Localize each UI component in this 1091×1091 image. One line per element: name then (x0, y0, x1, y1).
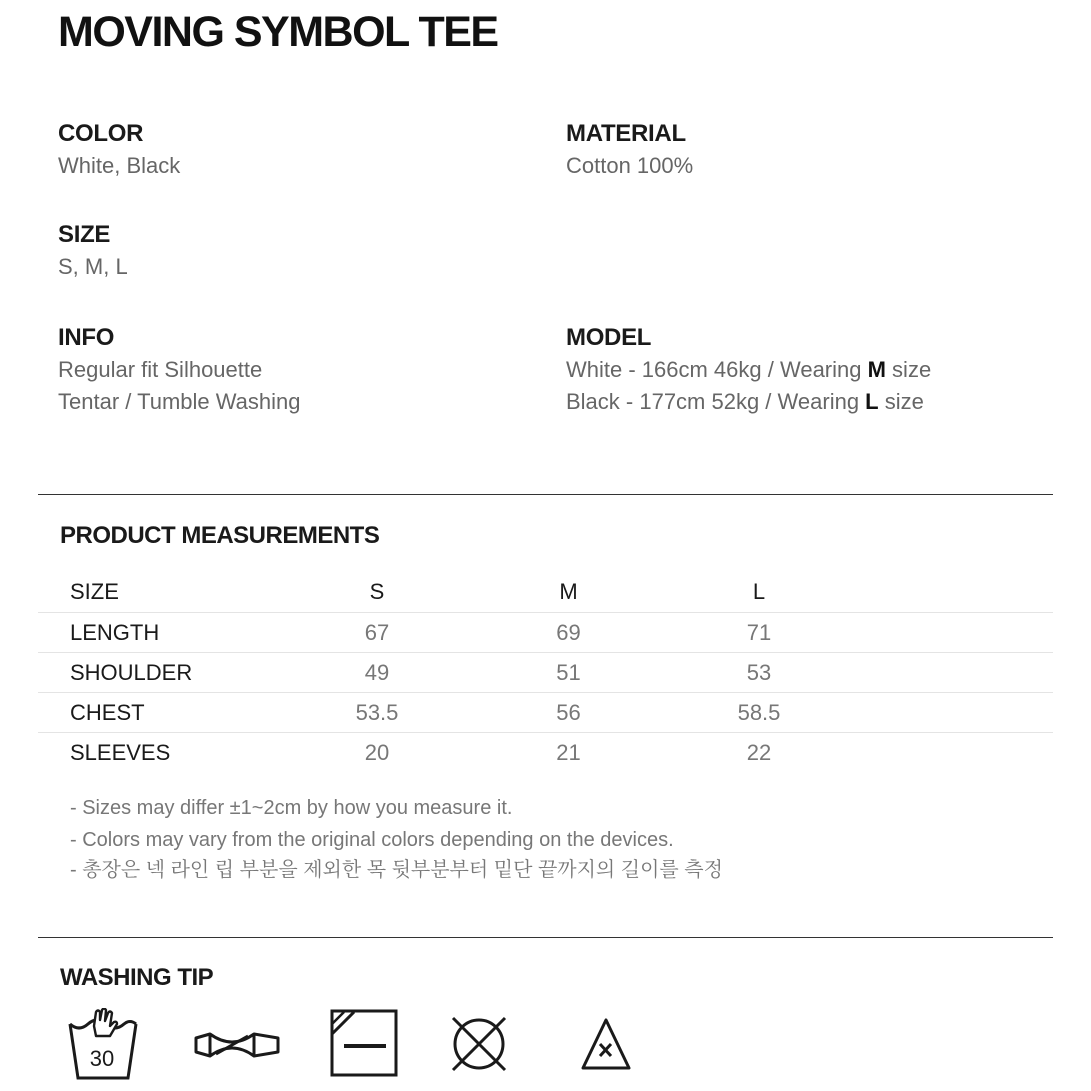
table-cell: 56 (491, 693, 646, 733)
info-line: Tentar / Tumble Washing (58, 389, 301, 414)
measurements-table (38, 572, 1053, 772)
washing-title: WASHING TIP (60, 964, 214, 991)
model-line (566, 386, 931, 418)
table-cell: 53 (646, 653, 872, 693)
table-cell: 22 (746, 739, 772, 765)
material-detail (566, 120, 693, 182)
info-label: INFO (58, 324, 115, 351)
model-label: MODEL (566, 324, 652, 351)
size-detail (58, 221, 128, 283)
table-header-spacer (872, 572, 1053, 613)
model-size: L (865, 389, 879, 414)
table-cell: 20 (364, 739, 390, 765)
wash-temperature: 30 (89, 1046, 115, 1071)
size-label: SIZE (58, 221, 111, 248)
info-line: Regular fit Silhouette (58, 357, 263, 382)
table-cell: 71 (646, 613, 872, 653)
table-row (38, 693, 1053, 733)
hand-wash-30-icon (66, 1008, 140, 1082)
table-row (38, 653, 1053, 693)
size-value: S, M, L (58, 254, 128, 279)
row-label: SLEEVES (70, 739, 171, 765)
material-value: Cotton 100% (566, 153, 694, 178)
do-not-bleach-icon (580, 1008, 632, 1078)
divider (38, 494, 1053, 495)
divider (38, 937, 1053, 938)
table-header: M (491, 572, 646, 613)
dry-flat-icon (330, 1008, 398, 1078)
row-label: CHEST (38, 693, 263, 733)
material-label: MATERIAL (566, 120, 686, 147)
table-cell: 67 (263, 613, 491, 653)
table-cell-spacer (872, 613, 1053, 653)
product-title: MOVING SYMBOL TEE (58, 8, 498, 56)
color-detail (58, 120, 180, 182)
table-header: L (646, 572, 872, 613)
table-cell: 69 (491, 613, 646, 653)
color-label: COLOR (58, 120, 144, 147)
measurements-title: PRODUCT MEASUREMENTS (60, 522, 380, 549)
measurement-note: - Sizes may differ ±1~2cm by how you measure it. (70, 797, 513, 819)
table-cell: 51 (491, 653, 646, 693)
model-line-suffix: size (878, 389, 924, 414)
model-line-suffix: size (885, 357, 932, 382)
do-not-wring-icon (192, 1008, 282, 1082)
table-header: SIZE (38, 572, 263, 613)
model-detail (566, 324, 931, 418)
model-size: M (867, 357, 886, 382)
table-row (38, 733, 1053, 773)
table-cell: 21 (556, 739, 581, 765)
measurement-note: - Colors may vary from the original colors depending on the devices. (70, 829, 674, 851)
row-label: SHOULDER (38, 653, 263, 693)
measurement-note: - 총장은 넥 라인 립 부분을 제외한 목 뒷부분부터 밑단 끝까지의 길이를 측정 (70, 859, 723, 881)
table-cell-spacer (872, 693, 1053, 733)
table-header-row (38, 572, 1053, 613)
info-detail (58, 324, 301, 418)
color-value: White, Black (58, 153, 181, 178)
table-cell: 49 (263, 653, 491, 693)
table-cell-spacer (872, 653, 1053, 693)
model-line-text: White - 166cm 46kg / Wearing (566, 357, 868, 382)
table-cell: 58.5 (646, 693, 872, 733)
model-line-text: Black - 177cm 52kg / Wearing (566, 389, 866, 414)
table-cell: 53.5 (263, 693, 491, 733)
do-not-tumble-dry-icon (446, 1008, 512, 1078)
row-label: LENGTH (38, 613, 263, 653)
table-header: S (263, 572, 491, 613)
table-cell-spacer (872, 733, 1053, 773)
table-row (38, 613, 1053, 653)
model-line (566, 354, 931, 386)
